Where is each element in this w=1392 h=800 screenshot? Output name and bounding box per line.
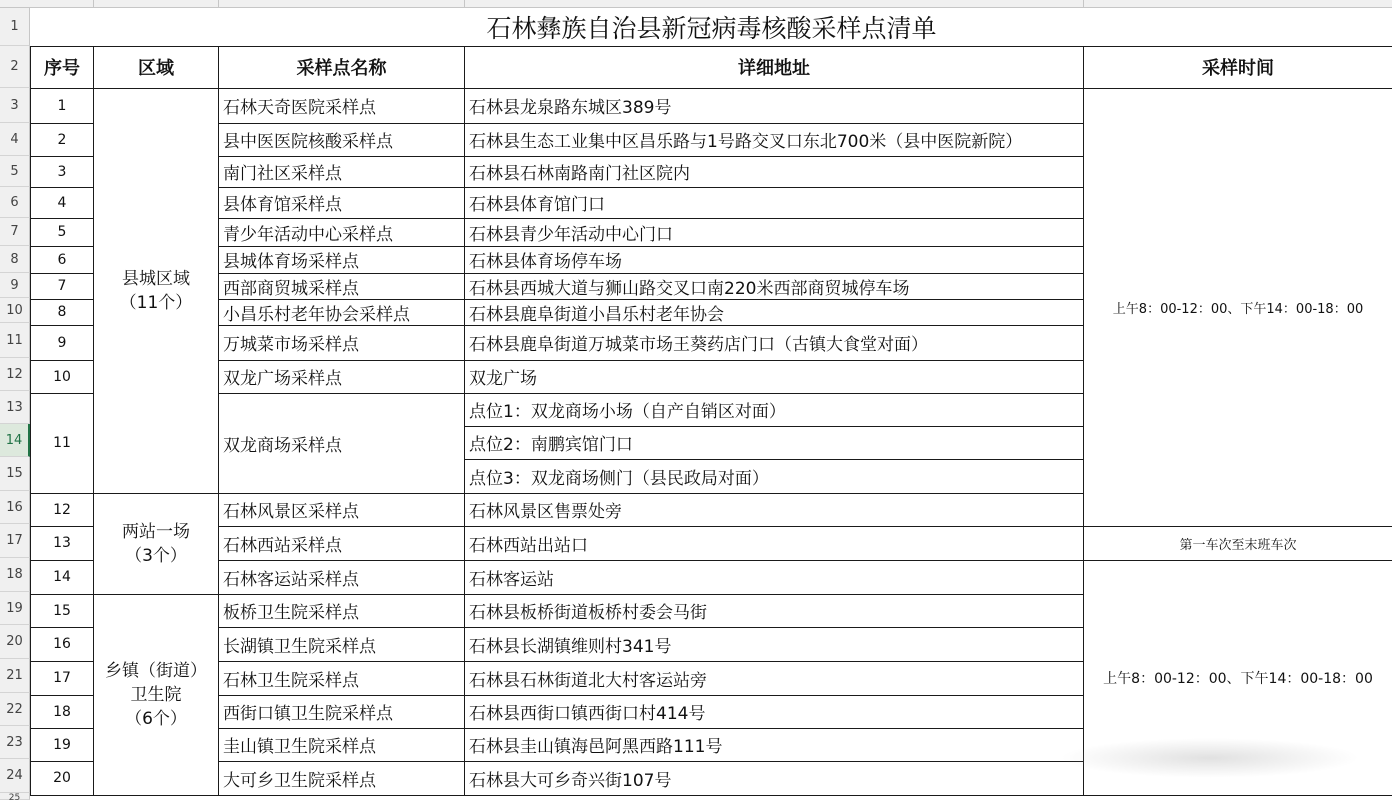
site-name[interactable]: 县中医医院核酸采样点	[219, 123, 465, 156]
row-header[interactable]: 1	[0, 8, 30, 46]
header-index[interactable]: 序号	[31, 46, 94, 88]
site-name[interactable]: 西部商贸城采样点	[219, 273, 465, 299]
site-address[interactable]: 石林县长湖镇维则村341号	[465, 627, 1084, 661]
site-name[interactable]: 双龙广场采样点	[219, 360, 465, 393]
site-address-point[interactable]: 点位2：南鹏宾馆门口	[465, 426, 1084, 459]
site-name[interactable]: 板桥卫生院采样点	[219, 594, 465, 627]
row-header[interactable]: 23	[0, 726, 30, 759]
site-name[interactable]: 石林卫生院采样点	[219, 661, 465, 695]
row-header[interactable]: 9	[0, 273, 30, 298]
row-header-active[interactable]: 14	[0, 424, 30, 457]
row-header[interactable]: 10	[0, 298, 30, 323]
sampling-time-township[interactable]: 上午8：00-12：00、下午14：00-18：00	[1084, 560, 1392, 795]
sampling-sites-table	[30, 8, 1392, 796]
site-name[interactable]: 石林客运站采样点	[219, 560, 465, 594]
site-address[interactable]: 双龙广场	[465, 360, 1084, 393]
region-township[interactable]	[94, 594, 219, 795]
site-address[interactable]: 石林县生态工业集中区昌乐路与1号路交叉口东北700米（县中医院新院）	[465, 123, 1084, 156]
sampling-time-station[interactable]: 第一车次至末班车次	[1084, 526, 1392, 560]
site-name[interactable]: 石林西站采样点	[219, 526, 465, 560]
site-index[interactable]: 10	[31, 360, 94, 393]
site-name[interactable]: 石林风景区采样点	[219, 493, 465, 526]
region-count: （11个）	[119, 292, 193, 313]
site-address[interactable]: 石林县西城大道与狮山路交叉口南220米西部商贸城停车场	[465, 273, 1084, 299]
row-header[interactable]: 11	[0, 323, 30, 358]
site-index[interactable]: 8	[31, 299, 94, 325]
site-address[interactable]: 石林县鹿阜街道万城菜市场王葵药店门口（古镇大食堂对面）	[465, 325, 1084, 360]
row-header[interactable]: 3	[0, 88, 30, 123]
row-header[interactable]: 16	[0, 491, 30, 524]
site-index[interactable]: 9	[31, 325, 94, 360]
site-index[interactable]: 14	[31, 560, 94, 594]
site-index[interactable]: 1	[31, 88, 94, 123]
site-address[interactable]: 石林县板桥街道板桥村委会马街	[465, 594, 1084, 627]
site-address[interactable]: 石林风景区售票处旁	[465, 493, 1084, 526]
header-site-name[interactable]: 采样点名称	[219, 46, 465, 88]
row-header[interactable]: 8	[0, 246, 30, 273]
site-address[interactable]: 石林西站出站口	[465, 526, 1084, 560]
site-address[interactable]: 石林县体育馆门口	[465, 187, 1084, 218]
column-header-strip	[0, 0, 1392, 8]
site-name[interactable]: 县体育馆采样点	[219, 187, 465, 218]
site-address[interactable]: 石林客运站	[465, 560, 1084, 594]
site-address-point[interactable]: 点位1：双龙商场小场（自产自销区对面）	[465, 393, 1084, 426]
sheet-title[interactable]: 石林彝族自治县新冠病毒核酸采样点清单	[31, 8, 1392, 46]
site-index[interactable]: 4	[31, 187, 94, 218]
site-address[interactable]: 石林县圭山镇海邑阿黑西路111号	[465, 728, 1084, 761]
site-address[interactable]: 石林县西街口镇西街口村414号	[465, 695, 1084, 728]
site-name[interactable]: 双龙商场采样点	[219, 393, 465, 493]
row-header[interactable]: 19	[0, 592, 30, 625]
header-address[interactable]: 详细地址	[465, 46, 1084, 88]
row-header[interactable]: 15	[0, 457, 30, 491]
site-index[interactable]: 11	[31, 393, 94, 493]
site-name[interactable]: 青少年活动中心采样点	[219, 218, 465, 246]
site-address[interactable]: 石林县青少年活动中心门口	[465, 218, 1084, 246]
row-header[interactable]: 21	[0, 659, 30, 693]
row-header[interactable]: 25	[0, 793, 30, 800]
site-address-point[interactable]: 点位3：双龙商场侧门（县民政局对面）	[465, 459, 1084, 493]
site-index[interactable]: 7	[31, 273, 94, 299]
site-address[interactable]: 石林县鹿阜街道小昌乐村老年协会	[465, 299, 1084, 325]
site-index[interactable]: 18	[31, 695, 94, 728]
site-name[interactable]: 小昌乐村老年协会采样点	[219, 299, 465, 325]
site-name[interactable]: 西街口镇卫生院采样点	[219, 695, 465, 728]
row-header[interactable]: 12	[0, 358, 30, 391]
site-address[interactable]: 石林县大可乡奇兴街107号	[465, 761, 1084, 795]
site-index[interactable]: 2	[31, 123, 94, 156]
region-name: 乡镇（街道）	[105, 660, 207, 681]
row-header[interactable]: 4	[0, 123, 30, 156]
region-name: 县城区域	[122, 268, 190, 289]
site-index[interactable]: 17	[31, 661, 94, 695]
site-name[interactable]: 圭山镇卫生院采样点	[219, 728, 465, 761]
site-name[interactable]: 南门社区采样点	[219, 156, 465, 187]
region-count: （3个）	[125, 545, 187, 566]
row-header[interactable]: 20	[0, 625, 30, 659]
row-header[interactable]: 24	[0, 759, 30, 793]
site-address[interactable]: 石林县体育场停车场	[465, 246, 1084, 273]
row-header[interactable]: 17	[0, 524, 30, 558]
site-index[interactable]: 20	[31, 761, 94, 795]
row-header[interactable]: 5	[0, 156, 30, 187]
header-region[interactable]: 区域	[94, 46, 219, 88]
site-index[interactable]: 13	[31, 526, 94, 560]
region-name: 两站一场	[122, 521, 190, 542]
site-index[interactable]: 6	[31, 246, 94, 273]
site-index[interactable]: 3	[31, 156, 94, 187]
column-divider	[464, 0, 465, 8]
column-divider	[1083, 0, 1084, 8]
row-header[interactable]: 7	[0, 218, 30, 246]
site-name[interactable]: 长湖镇卫生院采样点	[219, 627, 465, 661]
region-count: （6个）	[125, 708, 187, 729]
region-stations[interactable]	[94, 493, 219, 594]
row-header[interactable]: 22	[0, 693, 30, 726]
site-index[interactable]: 16	[31, 627, 94, 661]
site-name[interactable]: 县城体育场采样点	[219, 246, 465, 273]
header-time[interactable]: 采样时间	[1084, 46, 1392, 88]
row-header[interactable]: 2	[0, 46, 30, 88]
site-index[interactable]: 19	[31, 728, 94, 761]
row-header[interactable]: 13	[0, 391, 30, 424]
blurred-watermark	[1060, 738, 1360, 778]
region-subname: 卫生院	[130, 684, 182, 705]
sampling-time-county[interactable]: 上午8：00-12：00、下午14：00-18：00	[1084, 88, 1392, 526]
region-county-town[interactable]	[94, 88, 219, 493]
site-index[interactable]: 5	[31, 218, 94, 246]
site-index[interactable]: 15	[31, 594, 94, 627]
site-address[interactable]: 石林县石林南路南门社区院内	[465, 156, 1084, 187]
row-header[interactable]: 6	[0, 187, 30, 218]
site-address[interactable]: 石林县石林街道北大村客运站旁	[465, 661, 1084, 695]
site-name[interactable]: 万城菜市场采样点	[219, 325, 465, 360]
site-name[interactable]: 石林天奇医院采样点	[219, 88, 465, 123]
site-address[interactable]: 石林县龙泉路东城区389号	[465, 88, 1084, 123]
site-name[interactable]: 大可乡卫生院采样点	[219, 761, 465, 795]
site-index[interactable]: 12	[31, 493, 94, 526]
row-header[interactable]: 18	[0, 558, 30, 592]
column-divider	[218, 0, 219, 8]
column-divider	[93, 0, 94, 8]
